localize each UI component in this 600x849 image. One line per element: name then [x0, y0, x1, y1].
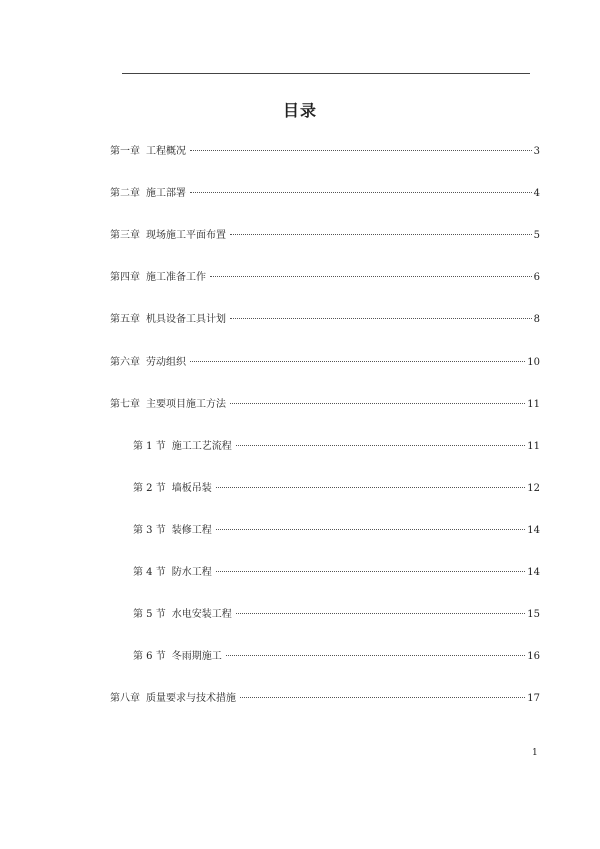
toc-entry-label: 施工准备工作 — [146, 272, 206, 283]
toc-entry-number: 第四章 — [110, 272, 140, 283]
toc-entry-section-6[interactable] — [133, 649, 540, 665]
dot-leader — [240, 697, 525, 698]
toc-entry-number: 第三章 — [110, 230, 140, 241]
toc-entry-chapter-7[interactable] — [110, 397, 540, 413]
toc-entry-label: 劳动组织 — [146, 357, 186, 368]
toc-entry-page: 11 — [527, 441, 540, 452]
toc-entry-chapter-3[interactable] — [110, 228, 540, 244]
toc-entry-label: 水电安装工程 — [171, 609, 232, 620]
toc-entry-number: 第 2 节 — [133, 483, 166, 494]
toc-entry-page: 8 — [533, 314, 540, 325]
toc-entry-label: 质量要求与技术措施 — [146, 693, 236, 704]
toc-title: 目录 — [282, 101, 317, 120]
toc-entry-chapter-6[interactable] — [110, 355, 540, 371]
toc-entry-page: 16 — [527, 651, 540, 662]
toc-entry-chapter-2[interactable] — [110, 186, 540, 202]
toc-entry-page: 5 — [533, 230, 540, 241]
toc-entry-label: 工程概况 — [146, 146, 186, 157]
toc-entry-section-4[interactable] — [133, 565, 540, 581]
dot-leader — [216, 487, 526, 488]
page-number: 1 — [532, 748, 538, 758]
toc-entry-chapter-1[interactable] — [110, 144, 540, 160]
toc-entry-label: 墙板吊装 — [171, 483, 212, 494]
toc-entry-number: 第七章 — [110, 399, 140, 410]
toc-entry-label: 主要项目施工方法 — [146, 399, 226, 410]
toc-entry-label: 装修工程 — [171, 525, 212, 536]
toc-entry-number: 第二章 — [110, 188, 140, 199]
toc-entry-section-3[interactable] — [133, 523, 540, 539]
toc-entry-section-5[interactable] — [133, 607, 540, 623]
toc-entry-number: 第一章 — [110, 146, 140, 157]
toc-entry-label: 现场施工平面布置 — [146, 230, 226, 241]
dot-leader — [230, 234, 532, 235]
dot-leader — [216, 529, 526, 530]
dot-leader — [190, 361, 525, 362]
dot-leader — [216, 571, 526, 572]
toc-entry-label: 冬雨期施工 — [171, 651, 222, 662]
toc-entry-page: 3 — [533, 146, 540, 157]
toc-entry-page: 10 — [527, 357, 540, 368]
toc-entry-number: 第 5 节 — [133, 609, 166, 620]
toc-entry-chapter-4[interactable] — [110, 270, 540, 286]
dot-leader — [236, 445, 526, 446]
dot-leader — [236, 613, 526, 614]
dot-leader — [210, 276, 532, 277]
dot-leader — [230, 318, 532, 319]
toc-entry-page: 4 — [533, 188, 540, 199]
toc-entry-page: 12 — [527, 483, 540, 494]
header-rule — [122, 73, 530, 74]
toc-entry-number: 第 4 节 — [133, 567, 166, 578]
dot-leader — [190, 192, 532, 193]
toc-entry-number: 第 3 节 — [133, 525, 166, 536]
dot-leader — [230, 403, 525, 404]
toc-entry-page: 14 — [527, 525, 540, 536]
toc-entry-chapter-5[interactable] — [110, 312, 540, 328]
toc-entry-number: 第六章 — [110, 357, 140, 368]
toc-entry-label: 防水工程 — [171, 567, 212, 578]
toc-entry-label: 施工工艺流程 — [171, 441, 232, 452]
toc-entry-label: 机具设备工具计划 — [146, 314, 226, 325]
toc-entry-label: 施工部署 — [146, 188, 186, 199]
toc-entry-chapter-8[interactable] — [110, 691, 540, 707]
toc-entry-number: 第 6 节 — [133, 651, 166, 662]
toc-entry-number: 第 1 节 — [133, 441, 166, 452]
toc-entry-page: 11 — [527, 399, 540, 410]
toc-entry-section-1[interactable] — [133, 439, 540, 455]
toc-entry-page: 6 — [533, 272, 540, 283]
toc-entry-number: 第八章 — [110, 693, 140, 704]
dot-leader — [190, 150, 532, 151]
dot-leader — [226, 655, 526, 656]
toc-entry-page: 15 — [527, 609, 540, 620]
toc-entry-page: 14 — [527, 567, 540, 578]
toc-entry-page: 17 — [527, 693, 540, 704]
toc-entry-number: 第五章 — [110, 314, 140, 325]
toc-entry-section-2[interactable] — [133, 481, 540, 497]
